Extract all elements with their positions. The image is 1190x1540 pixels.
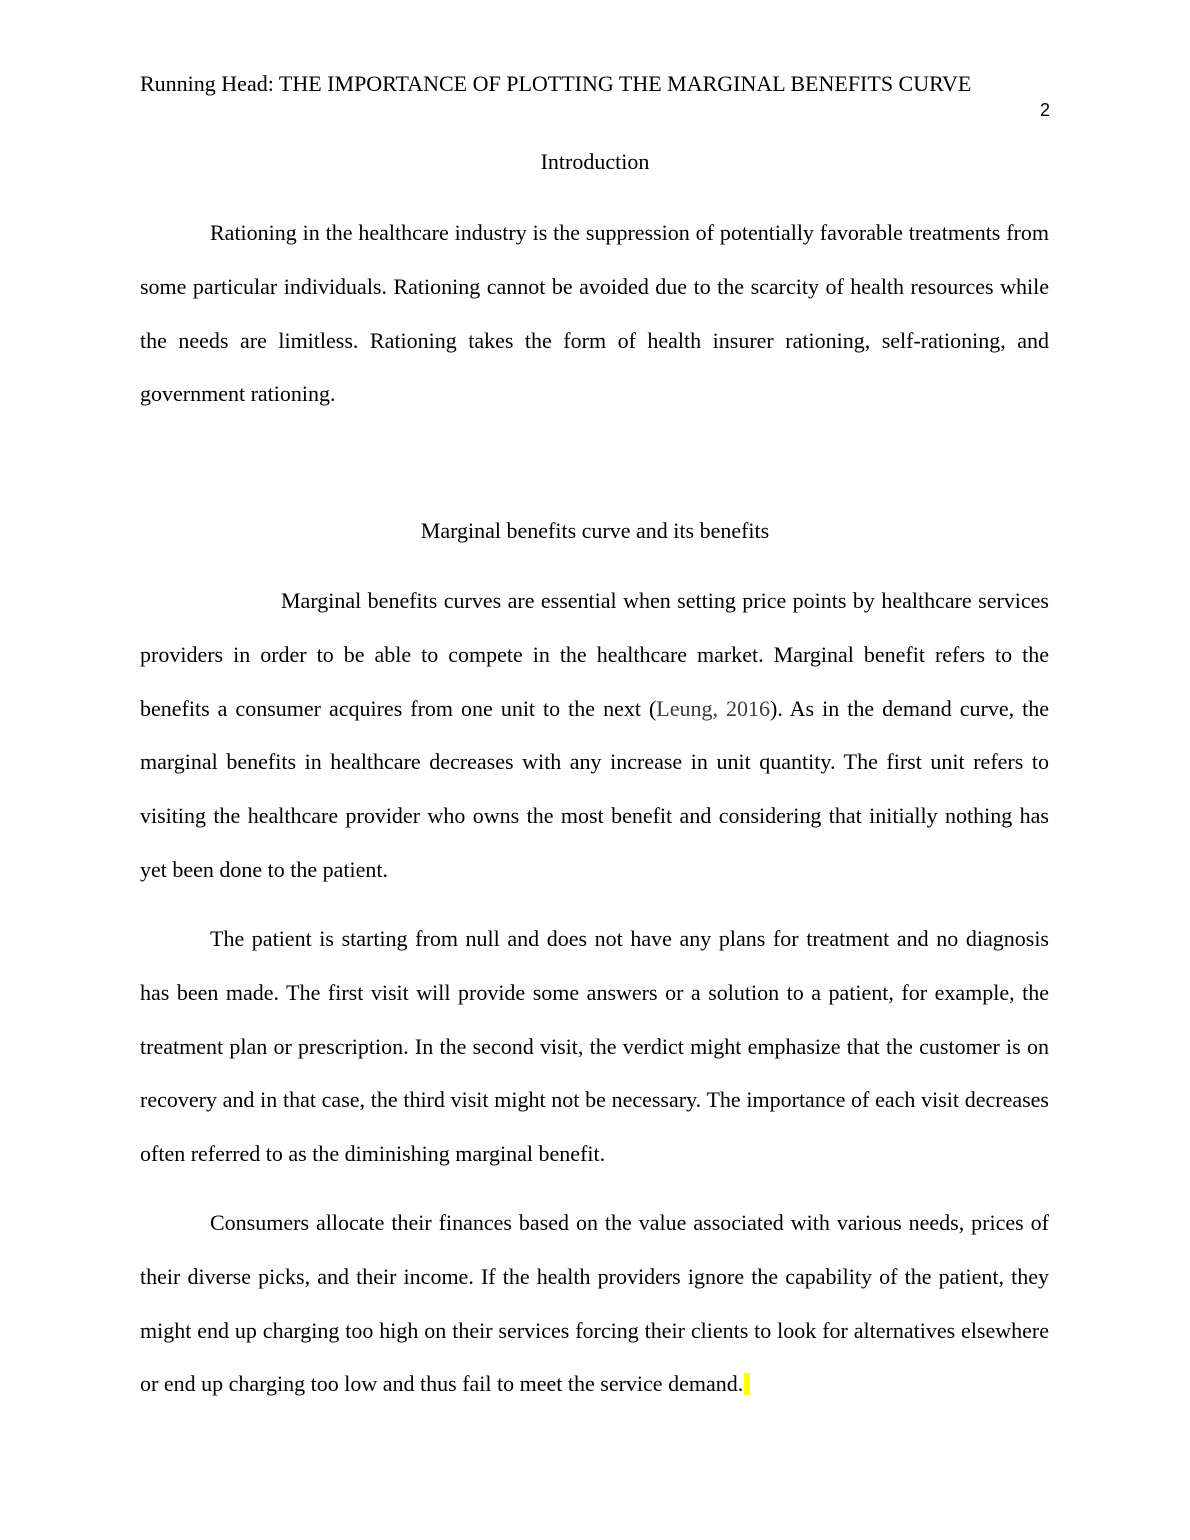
- paragraph-text: Marginal benefits curves are essential when setting price points by healthcare services providers in order to be able to compete in the healthcare market. Marginal benefit refers to the benefits a consumer acquires from one unit to the next (: [140, 588, 1049, 721]
- paragraph-marginal-benefits-3: [140, 1196, 1049, 1411]
- paragraph-introduction: Rationing in the healthcare industry is the suppression of potentially favorable treatments from some particular individuals. Rationing cannot be avoided due to the scarcity of health resources while the needs are limitless. Rationing takes the form of health insurer rationing, self-rationing, and government rationing.: [140, 220, 1049, 407]
- text-highlight-mark: [744, 1373, 750, 1395]
- page-number: 2: [1039, 100, 1050, 120]
- citation: Leung, 2016: [656, 695, 770, 721]
- running-head: Running Head: THE IMPORTANCE OF PLOTTING THE MARGINAL BENEFITS CURVE: [140, 71, 972, 96]
- section-heading-introduction: Introduction: [540, 149, 650, 174]
- paragraph-marginal-benefits-1: [140, 574, 1049, 897]
- paragraph-text: Consumers allocate their finances based on the value associated with various needs, prices of their diverse picks, and their income. If the health providers ignore the capability of the patient, they might end up charging too high on their services forcing their clients to look for alternatives elsewhere or end up charging too low and thus fail to meet the service demand.: [140, 1210, 1049, 1397]
- section-heading-marginal-benefits: Marginal benefits curve and its benefits: [420, 518, 770, 543]
- paragraph-marginal-benefits-2: The patient is starting from null and does not have any plans for treatment and no diagnosis has been made. The first visit will provide some answers or a solution to a patient, for example, the treatment plan or prescription. In the second visit, the verdict might emphasize that the customer is on recovery and in that case, the third visit might not be necessary. The importance of each visit decreases often referred to as the diminishing marginal benefit.: [140, 926, 1049, 1167]
- paragraph-text: ). As in the demand curve, the marginal benefits in healthcare decreases with any increase in unit quantity. The first unit refers to visiting the healthcare provider who owns the most benefit and considering that initially nothing has yet been done to the patient.: [140, 695, 1049, 882]
